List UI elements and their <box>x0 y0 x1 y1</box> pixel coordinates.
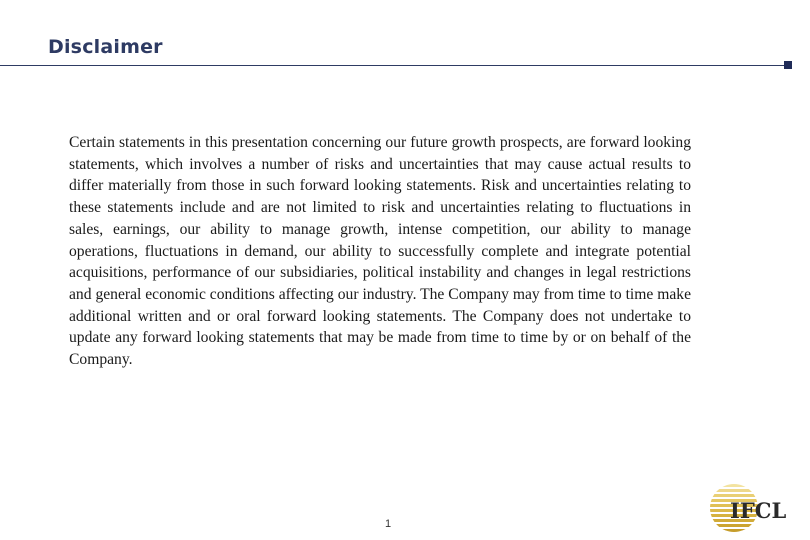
slide-title: Disclaimer <box>48 36 163 58</box>
logo-wordmark: IFCL <box>730 498 787 523</box>
disclaimer-text: Certain statements in this presentation concerning our future growth prospects, are forward looking statements, which involves a number of risks and uncertainties that may cause actual results to differ materially from those in such forward looking statements. Risk and uncertainties relating to these statements include and are not limited to risk and uncertainties relating to fluctuations in sales, earnings, our ability to manage growth, intense competition, our ability to manage operations, fluctuations in demand, our ability to successfully complete and integrate potential acquisitions, performance of our subsidiaries, political instability and changes in legal restrictions and general economic conditions affecting our industry. The Company may from time to time make additional written and or oral forward looking statements. The Company does not undertake to update any forward looking statements that may be made from time to time by or on behalf of the Company. <box>69 134 691 369</box>
title-divider <box>0 65 784 66</box>
page-number: 1 <box>384 518 392 530</box>
divider-end-marker <box>784 61 792 69</box>
ifcl-logo <box>700 478 800 536</box>
